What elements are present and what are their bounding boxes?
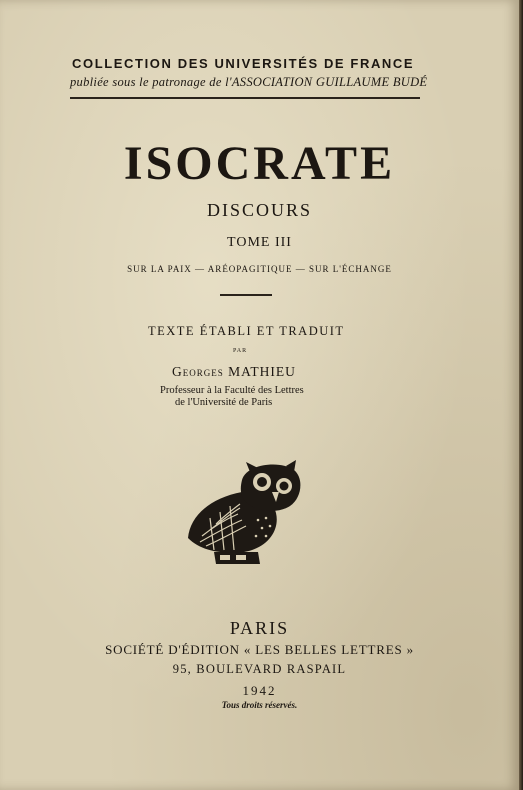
owl-icon [180,458,306,572]
collection-rule [70,97,420,99]
by-label: PAR [233,348,248,354]
imprint-city: PARIS [229,618,290,638]
translator-name: Georges MATHIEU [172,364,296,379]
author-name: ISOCRATE [123,137,396,190]
edition-statement: TEXTE ÉTABLI ET TRADUIT [148,324,345,338]
translator-affiliation-1: Professeur à la Faculté des Lettres [160,385,304,396]
tome-label: TOME III [227,235,292,250]
work-title: DISCOURS [206,200,313,220]
collection-subtitle: publiée sous le patronage de l'ASSOCIATION GUILLAUME BUDÉ [70,75,428,89]
imprint-publisher: SOCIÉTÉ D'ÉDITION « LES BELLES LETTRES » [105,642,414,657]
imprint-address: 95, BOULEVARD RASPAIL [172,662,347,676]
translator-affiliation-2: de l'Université de Paris [175,397,273,408]
contents-line: SUR LA PAIX — ARÉOPAGITIQUE — SUR L'ÉCHANGE [127,264,392,274]
rights-notice: Tous droits réservés. [221,700,298,710]
imprint-year: 1942 [242,683,277,698]
separator-rule [220,294,272,296]
collection-title: COLLECTION DES UNIVERSITÉS DE FRANCE [72,56,415,71]
page-edge [519,0,523,790]
